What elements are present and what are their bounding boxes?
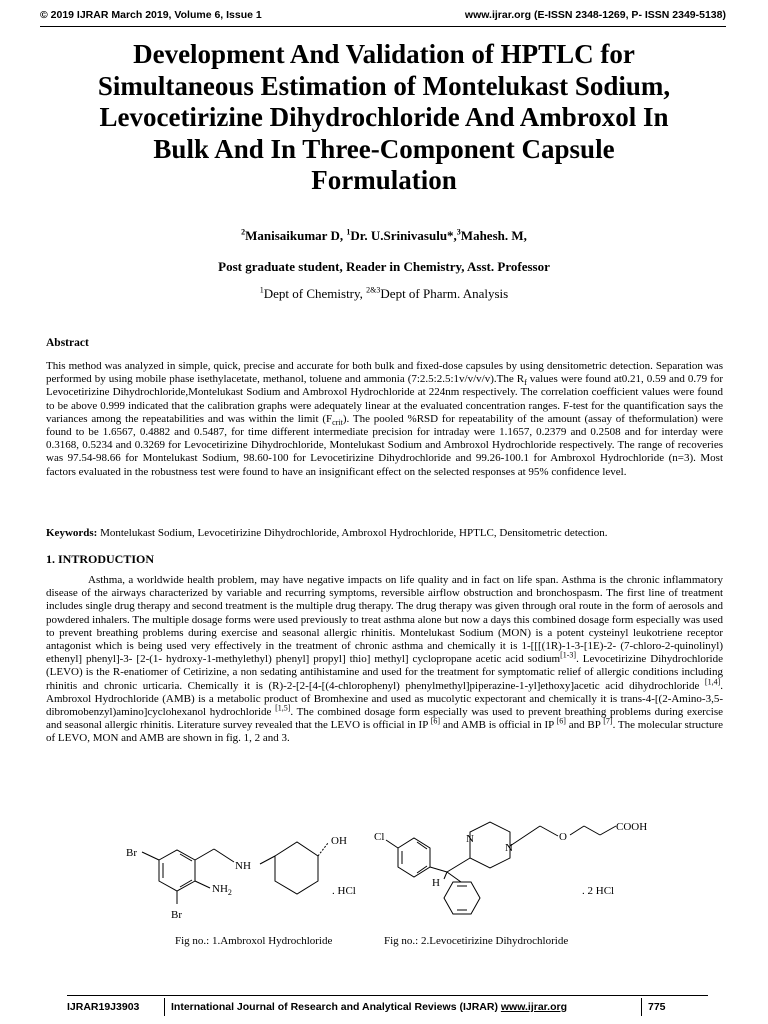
header-left: © 2019 IJRAR March 2019, Volume 6, Issue 1	[40, 9, 262, 21]
title-line: Levocetirizine Dihydrochloride And Ambroxol In	[99, 102, 669, 132]
atom-label-nh: NH	[235, 860, 251, 872]
author-index: 3	[456, 227, 461, 237]
author-name: Dr. U.Srinivasulu*,	[350, 228, 457, 243]
dept-index: 2&3	[366, 285, 381, 295]
abstract-heading: Abstract	[46, 337, 89, 349]
atom-label-br: Br	[126, 847, 137, 859]
citation: [1,5]	[275, 703, 291, 713]
footer-page-number: 775	[648, 1001, 666, 1013]
footer-separator	[164, 998, 165, 1016]
citation: [1-3]	[560, 650, 577, 660]
atom-label-cooh: COOH	[616, 821, 648, 833]
levocetirizine-structure	[386, 822, 616, 914]
atom-label-br: Br	[171, 909, 182, 921]
author-name: Manisaikumar D,	[245, 228, 347, 243]
dept-name: Dept of Chemistry,	[263, 286, 367, 301]
author-roles: Post graduate student, Reader in Chemistry, Asst. Professor	[218, 259, 550, 274]
figure2-caption: Fig no.: 2.Levocetirizine Dihydrochloride	[384, 935, 569, 947]
author-list	[40, 228, 728, 244]
title-line: Formulation	[311, 165, 457, 195]
author-departments	[40, 286, 728, 302]
author-index: 1	[346, 227, 351, 237]
keywords-text: Montelukast Sodium, Levocetirizine Dihydrochloride, Ambroxol Hydrochloride, HPTLC, Densitometric detection.	[97, 527, 608, 539]
atom-label-n: N	[505, 842, 513, 854]
title-line: Development And Validation of HPTLC for	[133, 39, 635, 69]
footer-article-code: IJRAR19J3903	[67, 1001, 140, 1013]
footer-rule	[67, 995, 708, 996]
author-name: Mahesh. M,	[460, 228, 527, 243]
atom-label-o: O	[559, 831, 567, 843]
footer-separator	[641, 998, 642, 1016]
molecular-structures-figure	[100, 818, 720, 928]
ambroxol-structure	[142, 842, 328, 904]
keywords-label: Keywords:	[46, 527, 98, 539]
atom-label-n: N	[466, 833, 474, 845]
citation: [6]	[556, 716, 566, 726]
footer-url-link[interactable]: www.ijrar.org	[500, 1001, 568, 1013]
keywords	[46, 527, 723, 540]
atom-label-nh2: $NH_2$	[212, 883, 232, 897]
abstract-text: This method was analyzed in simple, quick, precise and accurate for both bulk and fixed-dose capsules by using densitometric detection. Separation was performed by using mobile phase isethylacetate, methanol, toluene and ammonia (7:2.5:2.5:1v/v/v/v).The $R_f$ values were found at0.21, 0.59 and 0.79 for Levocetirizine Dihydrochloride,Montelukast Sodium and Ambroxol Hydrochloride at 224nm respectively. The correlation coefficient values were found to be above 0.999 indicated that the calibration graphs were adequately linear at the evaluated concentration ranges. F-test for the quantification says the variances among the repeatabilities and was within the limit $(F_{crit})$. The pooled %RSD for repeatability of the amount (assay of theformulation) were found to be 1.6567, 0.4882 and 0.5487, for time different intermediate precision for intraday were 1.1657, 0.2379 and 0.2508 and for interday were 0.3168, 0.5234 and 0.3269 for Levocetirizine Dihydrochloride, Montelukast Sodium and Ambroxol Hydrochloride respectively. The range of recoveries was 97.54-98.66 for Montelukast Sodium, 98.60-100 for Levocetirizine Dihydrochloride and 99.26-100.1 for Ambroxol Hydrochloride (n=3). Most factors evaluated in the robustness test were found to have an insignificant effect on the selected responses at 95% confidence level.	[46, 360, 723, 478]
header-right: www.ijrar.org (E-ISSN 2348-1269, P- ISSN 2349-5138)	[464, 9, 726, 21]
footer-journal: International Journal of Research and Analytical Reviews (IJRAR) www.ijrar.org	[171, 1001, 568, 1013]
author-index: 2	[241, 227, 246, 237]
salt-label: . HCl	[332, 885, 356, 897]
citation: [7]	[603, 716, 613, 726]
citation: [1,4]	[704, 676, 721, 686]
atom-label-h: H	[432, 877, 440, 889]
title-line: Bulk And In Three-Component Capsule	[153, 133, 615, 164]
dept-index: 1	[259, 285, 264, 295]
atom-label-oh: OH	[331, 835, 347, 847]
introduction-text: Asthma, a worldwide health problem, may have negative impacts on life quality and in fact on life span. Asthma is the chronic inflammatory disease of the airways characterized by variable and recurring symptoms, reversible airflow obstruction and bronchospasm. The first line of treatment includes single drug therapy and second treatment is the multiple drug therapy. The drug therapy was given through oral route in the form of aerosols and powdered inhalers. The multiple dosage forms were used previously to treat asthma alone but now a days this combined dosage form especially was used to prevent breathing problems during exercise and seasonal allergic rhinitis. Montelukast Sodium (MON) is a potent cysteinyl leukotriene receptor antagonist which is being used very effectively in the treatment of chronic asthma and chemically it is 1-[[[(1R)-1-3-[1E)-2- (7-chloro-2-quinolinyl) ethenyl] phenyl]-3- [2-(1- hydroxy-1-methylethyl) phenyl] propyl] thio] methyl] cyclopropane acetic acid sodium[1-3]. Levocetirizine Dihydrochloride (LEVO) is the R-enatiomer of Cetirizine, a non sedating antihistamine and used for the treatment for symptomatic relief of allergic conditions including rhinitis and chronic urticaria. Chemically it is (R)-2-[2-[4-[(4-chlorophenyl) phenylmethyl]piperazine-1-yl]ethoxy]acetic acid dihydrochloride [1,4]. Ambroxol Hydrochloride (AMB) is a metabolic product of Bromhexine and used as mucolytic expectorant and chemically it is trans-4-[(2-Amino-3,5-dibromobenzyl)amino]cyclohexanol hydrochloride [1,5]. The combined dosage form especially was used to prevent breathing problems during exercise and seasonal allergic rhinitis. Literature survey revealed that the LEVO is official in IP [6] and AMB is official in IP [6] and BP [7]. The molecular structure of LEVO, MON and AMB are shown in fig. 1, 2 and 3.	[46, 574, 724, 745]
section-heading-introduction: 1. INTRODUCTION	[46, 552, 155, 566]
header-rule	[40, 26, 726, 27]
dept-name: Dept of Pharm. Analysis	[380, 286, 509, 301]
paper-title	[40, 39, 728, 197]
salt-label: . 2 HCl	[582, 885, 615, 897]
atom-label-cl: Cl	[374, 831, 385, 843]
title-line: Simultaneous Estimation of Montelukast Sodium,	[97, 70, 671, 101]
citation: [6]	[430, 716, 441, 726]
figure1-caption: Fig no.: 1.Ambroxol Hydrochloride	[175, 935, 333, 947]
